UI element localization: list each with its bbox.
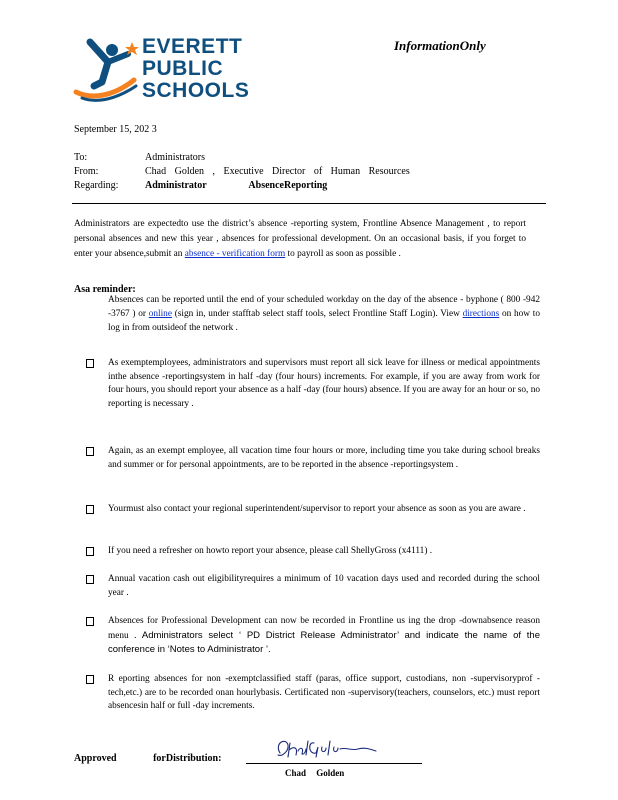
pd-absence-text: Absences for Professional Development can now be recorded in Frontline us ing the drop -downabsence reason menu . — [108, 616, 540, 641]
information-only-tag: InformationOnly — [394, 38, 486, 53]
regarding-value: Administrator AbsenceReporting — [145, 180, 328, 191]
logo-figure-icon — [72, 36, 142, 110]
list-item-text: Again, as an exempt employee, all vacation time four hours or more, including time you take during school breaks and summer or for personal appointments, are to be reported in the absence -reportingsystem . — [108, 446, 540, 470]
reminder-text-a: Absences can be reported until the end of your scheduled workday on the day of the absence - byphone ( 800 -942 -3767 ) or — [108, 295, 540, 319]
reminder-text-b: (sign in, under stafftab select staff tools, select Frontline Staff Login). View — [174, 309, 460, 319]
bullet-box-icon — [86, 675, 94, 684]
list-item-text — [108, 615, 540, 658]
to-value: Administrators — [145, 152, 205, 163]
approved-label: Approved forDistribution: — [74, 753, 222, 764]
to-label: To: — [74, 152, 88, 163]
signature-line — [246, 763, 422, 764]
bullet-box-icon — [86, 575, 94, 584]
regarding-label: Regarding: — [74, 180, 119, 191]
memo-date: September 15, 202 3 — [74, 124, 157, 135]
bullet-box-icon — [86, 505, 94, 514]
logo-text-line-2: PUBLIC — [142, 57, 224, 80]
intro-text: Administrators are expectedto use the district’s absence -reporting system, Frontline Absence Management , to report personal absences and new this year , absences for professional development. On an occasional basis, if you forget to enter your absence,submit an — [74, 219, 526, 259]
directions-link[interactable]: directions — [462, 309, 500, 319]
from-value: Chad Golden , Executive Director of Human Resources — [145, 166, 410, 177]
logo-text-line-3: SCHOOLS — [142, 79, 250, 102]
list-item-text: As exemptemployees, administrators and supervisors must report all sick leave for illness or medical appointments inthe absence -reportingsystem in half -day (four hours) increments. For example, if you are away from work for four hours, you should report your absence as a half -day (four hours) absence. If you are away for an hour or so, no reporting is necessary . — [108, 358, 540, 409]
logo-text-line-1: EVERETT — [142, 35, 243, 58]
list-item-text: R eporting absences for non -exemptclassified staff (paras, office support, custodians, non -supervisoryprof -tech,etc.) are to be recorded onan hourlybasis. Certificated non -supervisory(teachers, counselors, etc.) must report absencesin half or full -day increments. — [108, 674, 540, 711]
bullet-box-icon — [86, 447, 94, 456]
district-logo — [72, 36, 252, 110]
header-divider — [72, 203, 546, 204]
list-item-text: If you need a refresher on howto report your absence, please call ShellyGross (x4111) . — [108, 546, 433, 556]
list-item-text: Yourmust also contact your regional superintendent/supervisor to report your absence as soon as you are aware . — [108, 504, 526, 514]
list-item-text: Annual vacation cash out eligibilityrequires a minimum of 10 vacation days used and recorded during the school year . — [108, 574, 540, 598]
bullet-box-icon — [86, 359, 94, 368]
reminder-paragraph — [108, 293, 540, 335]
bullet-box-icon — [86, 547, 94, 556]
intro-tail: to payroll as soon as possible . — [287, 249, 401, 259]
intro-paragraph — [74, 217, 526, 262]
reminder-heading: Asa reminder: — [74, 284, 136, 295]
bullet-box-icon — [86, 617, 94, 626]
online-link[interactable]: online — [148, 309, 172, 319]
pd-instructions-text: Administrators select ‘ PD District Release Administrator’ and indicate the name of the conference in ‘Notes to Administrator ’. — [108, 629, 540, 655]
signer-name: Chad Golden — [285, 768, 345, 778]
absence-verification-form-link[interactable]: absence - verification form — [184, 249, 286, 259]
reminder-text-c: on how to log in from outsideof the network . — [108, 309, 540, 333]
signature-icon — [272, 735, 382, 763]
from-label: From: — [74, 166, 99, 177]
